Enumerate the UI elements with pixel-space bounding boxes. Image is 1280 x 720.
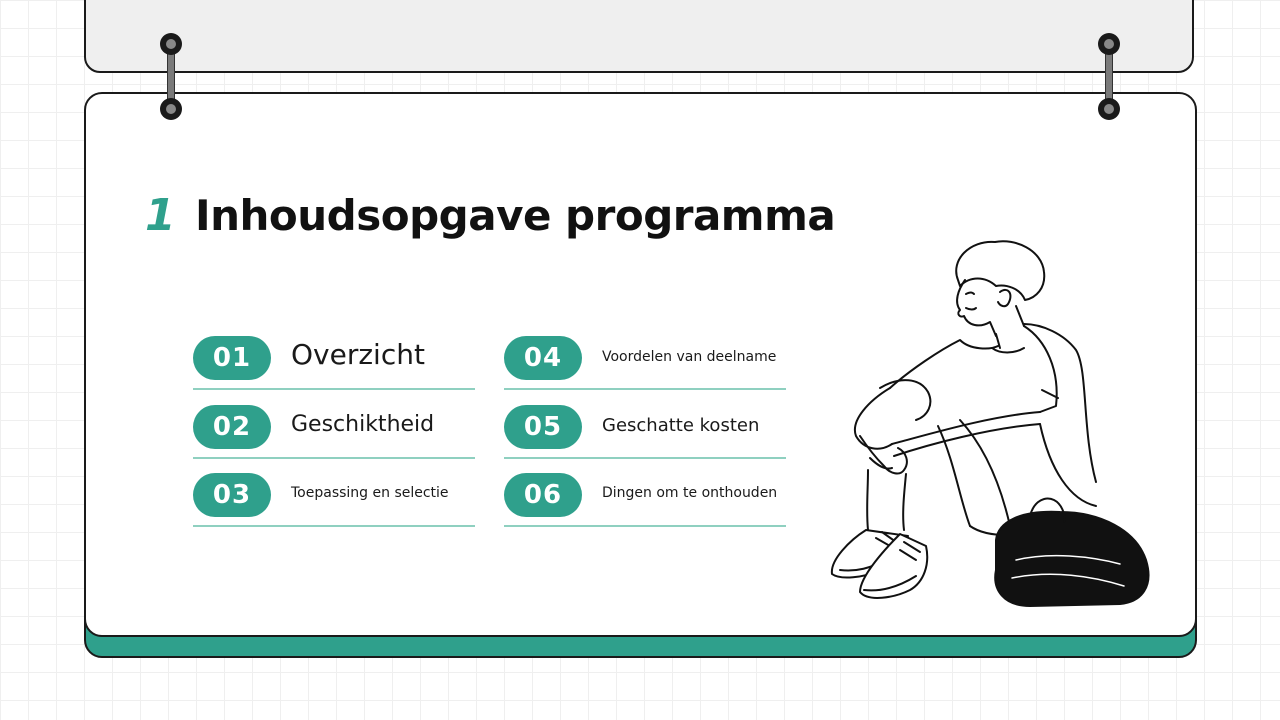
toc-number-badge: 01 bbox=[193, 336, 271, 380]
left-ring-bottom-hole bbox=[160, 98, 182, 120]
toc-number-badge: 03 bbox=[193, 473, 271, 517]
toc-item-onthouden[interactable] bbox=[504, 473, 786, 527]
toc-number-badge: 05 bbox=[504, 405, 582, 449]
toc-item-label: Voordelen van deelname bbox=[602, 349, 777, 365]
toc-item-overzicht[interactable] bbox=[193, 336, 475, 390]
top-notebook-card bbox=[84, 0, 1194, 73]
toc-item-label: Overzicht bbox=[291, 337, 425, 371]
right-ring-top-hole bbox=[1098, 33, 1120, 55]
toc-number-badge: 06 bbox=[504, 473, 582, 517]
left-ring-top-hole bbox=[160, 33, 182, 55]
toc-item-label: Dingen om te onthouden bbox=[602, 485, 778, 501]
toc-item-kosten[interactable] bbox=[504, 405, 786, 459]
toc-item-label: Geschiktheid bbox=[291, 411, 435, 437]
toc-number-badge: 02 bbox=[193, 405, 271, 449]
toc-item-toepassing[interactable] bbox=[193, 473, 475, 527]
page-title: Inhoudsopgave programma bbox=[195, 191, 836, 240]
toc-number-badge: 04 bbox=[504, 336, 582, 380]
toc-item-voordelen[interactable] bbox=[504, 336, 786, 390]
right-ring-bottom-hole bbox=[1098, 98, 1120, 120]
toc-item-geschiktheid[interactable] bbox=[193, 405, 475, 459]
section-number: 1 bbox=[145, 190, 176, 241]
sitting-student-illustration bbox=[820, 230, 1160, 610]
toc-item-label: Geschatte kosten bbox=[602, 414, 760, 436]
toc-item-label: Toepassing en selectie bbox=[291, 485, 449, 501]
